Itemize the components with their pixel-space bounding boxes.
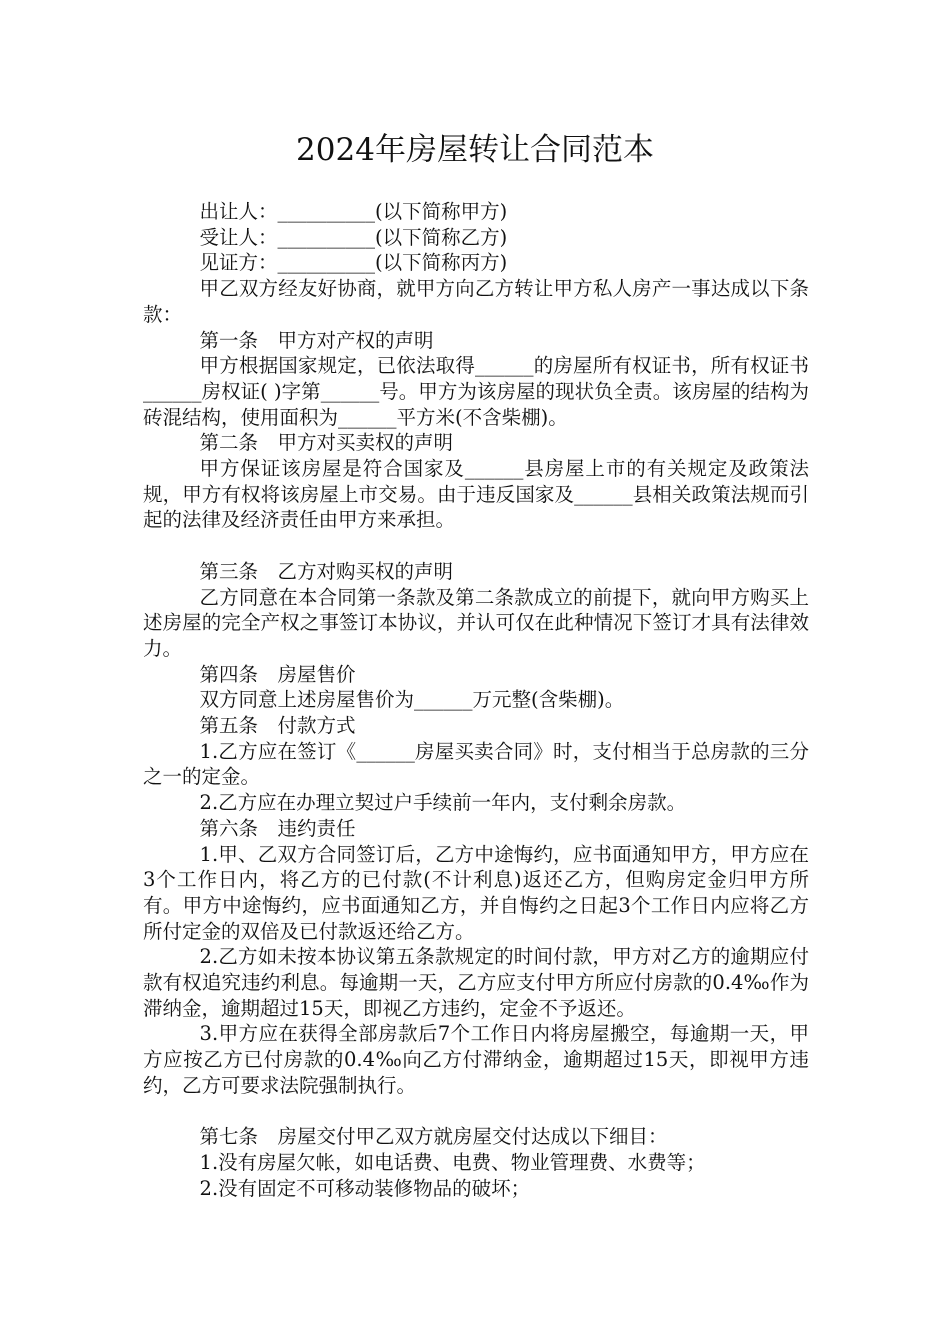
article-2-heading: 第二条 甲方对买卖权的声明	[199, 431, 454, 455]
article-3-body: 乙方同意在本合同第一条款及第二条款成立的前提下，就向甲方购买上述房屋的完全产权之事签订本协议，并认可仅在此种情况下签订才具有法律效力。	[143, 585, 809, 660]
blank-line	[143, 1099, 809, 1125]
article-5-heading: 第五条 付款方式	[199, 714, 356, 738]
article-4-body: 双方同意上述房屋售价为______万元整(含柴棚)。	[199, 688, 625, 712]
article-7-item-1: 1.没有房屋欠帐，如电话费、电费、物业管理费、水费等；	[199, 1150, 706, 1174]
article-2-body: 甲方保证该房屋是符合国家及______县房屋上市的有关规定及政策法规，甲方有权将该房屋上市交易。由于违反国家及______县相关政策法规而引起的法律及经济责任由甲方来承担。	[143, 457, 809, 532]
article-3-heading: 第三条 乙方对购买权的声明	[199, 559, 454, 583]
preamble-paragraph: 甲乙双方经友好协商，就甲方向乙方转让甲方私人房产一事达成以下条款：	[143, 277, 809, 326]
blank-line	[143, 533, 809, 559]
article-6-clause-3: 3.甲方应在获得全部房款后7个工作日内将房屋搬空，每逾期一天，甲方应按乙方已付房款的0.4‰向乙方付滞纳金，逾期超过15天，即视甲方违约，乙方可要求法院强制执行。	[143, 1022, 809, 1097]
document-body	[143, 199, 809, 1201]
article-7-heading: 第七条 房屋交付甲乙双方就房屋交付达成以下细目：	[199, 1125, 668, 1149]
article-1-heading: 第一条 甲方对产权的声明	[199, 328, 434, 352]
article-5-clause-1: 1.乙方应在签订《______房屋买卖合同》时，支付相当于总房款的三分之一的定金。	[143, 739, 809, 789]
witness-line: 见证方：__________(以下简称丙方)	[199, 251, 508, 275]
transferor-line: 出让人：__________(以下简称甲方)	[199, 200, 508, 223]
article-6-clause-1: 1.甲、乙双方合同签订后，乙方中途悔约，应书面通知甲方，甲方应在3个工作日内，将乙方的已付款(不计利息)返还乙方，但购房定金归甲方所有。甲方中途悔约，应书面通知乙方，并自悔约之日起3个工作日内应将乙方所付定金的双倍及已付款返还给乙方。	[143, 842, 809, 943]
article-6-heading: 第六条 违约责任	[199, 816, 356, 840]
article-5-clause-2: 2.乙方应在办理立契过户手续前一年内，支付剩余房款。	[199, 791, 687, 815]
article-6-clause-2: 2.乙方如未按本协议第五条款规定的时间付款，甲方对乙方的逾期应付款有权追究违约利息。每逾期一天，乙方应支付甲方所应付房款的0.4‰作为滞纳金，逾期超过15天，即视乙方违约，定金不予返还。	[143, 945, 809, 1020]
article-4-heading: 第四条 房屋售价	[199, 662, 356, 686]
transferee-line: 受让人：__________(以下简称乙方)	[199, 225, 508, 249]
article-7-item-2: 2.没有固定不可移动装修物品的破坏；	[199, 1176, 531, 1200]
article-1-body: 甲方根据国家规定，已依法取得______的房屋所有权证书，所有权证书______房权证( )字第______号。甲方为该房屋的现状负全责。该房屋的结构为砖混结构，使用面积为______平方米(不含柴棚)。	[143, 354, 809, 429]
document-title: 2024年房屋转让合同范本	[296, 132, 654, 168]
